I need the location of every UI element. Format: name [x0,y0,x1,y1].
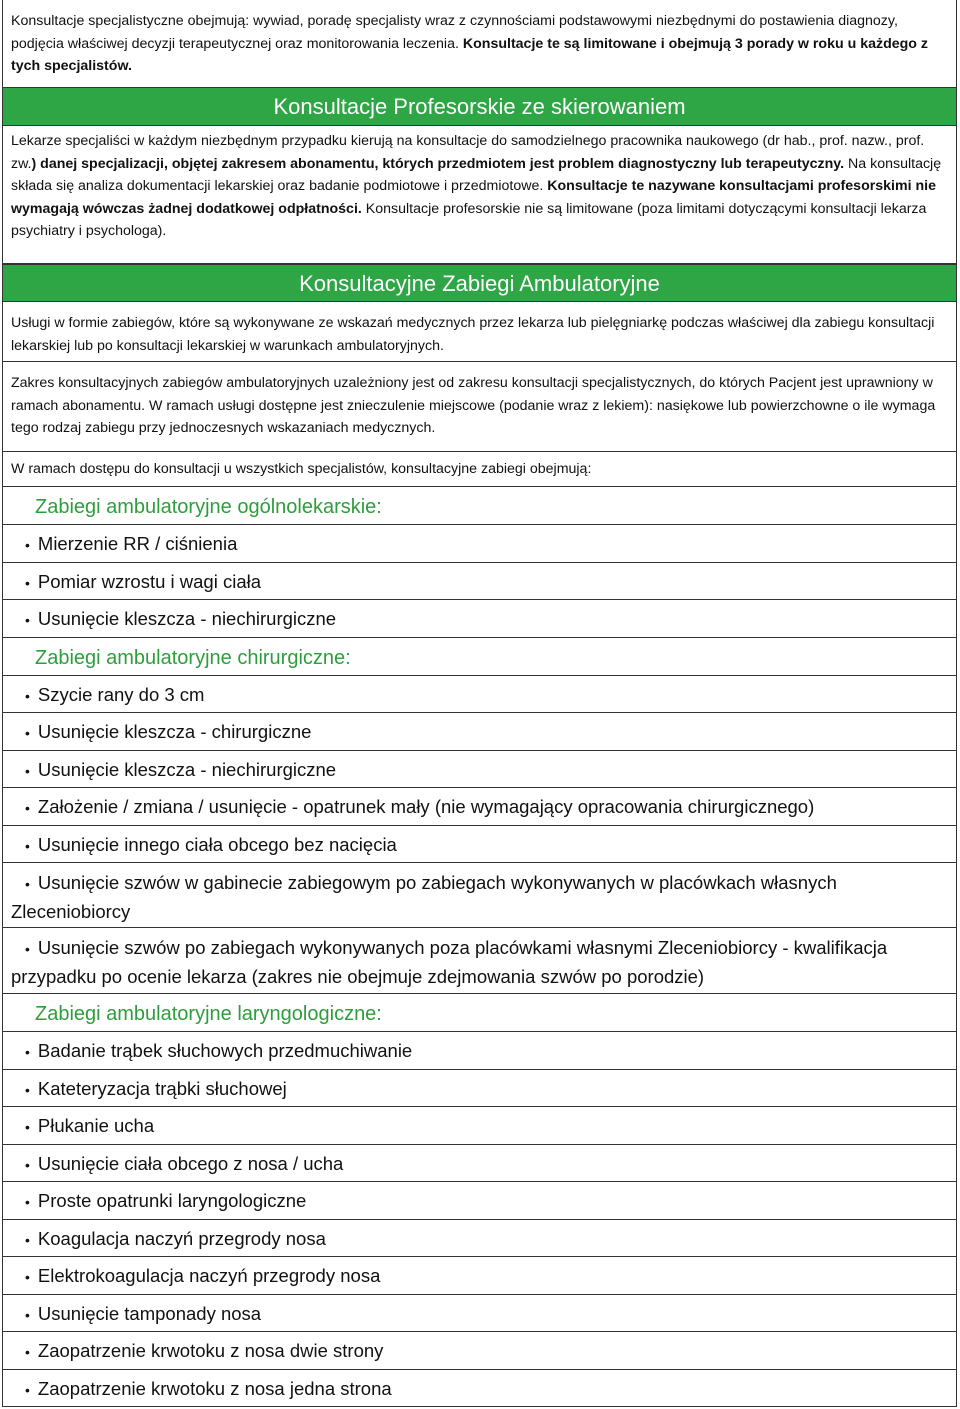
list-item: • Koagulacja naczyń przegrody nosa [2,1220,957,1258]
prof-section [2,126,957,264]
prof-text-c: Na konsultację składa się analiza dokumentacji lekarskiej oraz badanie podmiotowe i przedmiotowe. [11,155,942,194]
list-item: • Usunięcie ciała obcego z nosa / ucha [2,1145,957,1183]
list-item: • Zaopatrzenie krwotoku z nosa jedna strona [2,1370,957,1408]
prof-text-e: Konsultacje profesorskie nie są limitowane (poza limitami dotyczącymi konsultacji lekarza psychiatry i psychologa). [11,200,927,239]
zabiegi-scope [2,452,957,487]
list-item: • Usunięcie kleszcza - niechirurgiczne [2,600,957,638]
list-item: • Usunięcie szwów w gabinecie zabiegowym po zabiegach wykonywanych w placówkach własnych Zleceniobiorcy [2,863,957,928]
list-item: • Szycie rany do 3 cm [2,676,957,714]
list-item: • Kateteryzacja trąbki słuchowej [2,1070,957,1108]
heading-ogolne: Zabiegi ambulatoryjne ogólnolekarskie: [2,487,957,525]
list-item: • Usunięcie kleszcza - chirurgiczne [2,713,957,751]
list-item: • Płukanie ucha [2,1107,957,1145]
prof-text-b: ) danej specjalizacji, objętej zakresem abonamentu, których przedmiotem jest problem diagnostyczny lub terapeutyczny. [31,155,845,172]
intro-text-b: Konsultacje te są limitowane i obejmują 3 porady w roku u każdego z tych specjalistów. [11,35,929,74]
document-page [2,0,957,1407]
zabiegi-text-2b: W ramach usługi dostępne jest znieczulenie miejscowe (podanie wraz z lekiem): nasiękowe lub powierzchowne o ile wymaga tego rodzaj zabiegu przy jednoczesnych wskazaniach medycznych. [11,397,936,436]
list-item: • Usunięcie kleszcza - niechirurgiczne [2,751,957,789]
list-item: • Mierzenie RR / ciśnienia [2,525,957,563]
section-banner-zabiegi: Konsultacyjne Zabiegi Ambulatoryjne [2,264,957,302]
section-banner-prof: Konsultacje Profesorskie ze skierowaniem [2,88,957,126]
list-item: • Pomiar wzrostu i wagi ciała [2,563,957,601]
list-item: • Usunięcie tamponady nosa [2,1295,957,1333]
zabiegi-text-2a: Zakres konsultacyjnych zabiegów ambulatoryjnych uzależniony jest od zakresu konsultacji specjalistycznych, do których Pacjent jest uprawniony w ramach abonamentu. [11,375,933,414]
intro-text-a: Konsultacje specjalistyczne obejmują: wywiad, poradę specjalisty wraz z czynnościami podstawowymi niezbędnymi do postawienia diagnozy, podjęcia właściwej decyzji terapeutycznej oraz monitorowania leczenia. [11,13,898,52]
zabiegi-text-1: Usługi w formie zabiegów, które są wykonywane ze wskazań medycznych przez lekarza lub pielęgniarkę podczas właściwej dla zabiegu konsultacji lekarskiej lub po konsultacji lekarskiej w warunkach ambulatoryjnych. [11,315,935,354]
list-item: • Badanie trąbek słuchowych przedmuchiwanie [2,1032,957,1070]
list-item: • Usunięcie szwów po zabiegach wykonywanych poza placówkami własnymi Zleceniobiorcy - kwalifikacja przypadku po ocenie lekarza (zakres nie obejmuje zdejmowania szwów po porodzie) [2,928,957,994]
list-item: • Usunięcie innego ciała obcego bez nacięcia [2,826,957,864]
list-item: • Elektrokoagulacja naczyń przegrody nosa [2,1257,957,1295]
intro-section [2,0,957,88]
prof-text-a: Lekarze specjaliści w każdym niezbędnym przypadku kierują na konsultacje do samodzielnego pracownika naukowego (dr hab., prof. nazw., prof. zw. [11,133,925,172]
list-item: • Założenie / zmiana / usunięcie - opatrunek mały (nie wymagający opracowania chirurgicznego) [2,788,957,826]
list-item: • Proste opatrunki laryngologiczne [2,1182,957,1220]
heading-chirurgiczne: Zabiegi ambulatoryjne chirurgiczne: [2,638,957,676]
heading-laryngologiczne: Zabiegi ambulatoryjne laryngologiczne: [2,994,957,1032]
zabiegi-intro [2,302,957,362]
prof-text-d: Konsultacje te nazywane konsultacjami profesorskimi nie wymagają wówczas żadnej dodatkowej odpłatności. [11,178,936,217]
zabiegi-range [2,362,957,452]
zabiegi-text-3: W ramach dostępu do konsultacji u wszystkich specjalistów, konsultacyjne zabiegi obejmują: [11,461,592,477]
list-item: • Zaopatrzenie krwotoku z nosa dwie strony [2,1332,957,1370]
